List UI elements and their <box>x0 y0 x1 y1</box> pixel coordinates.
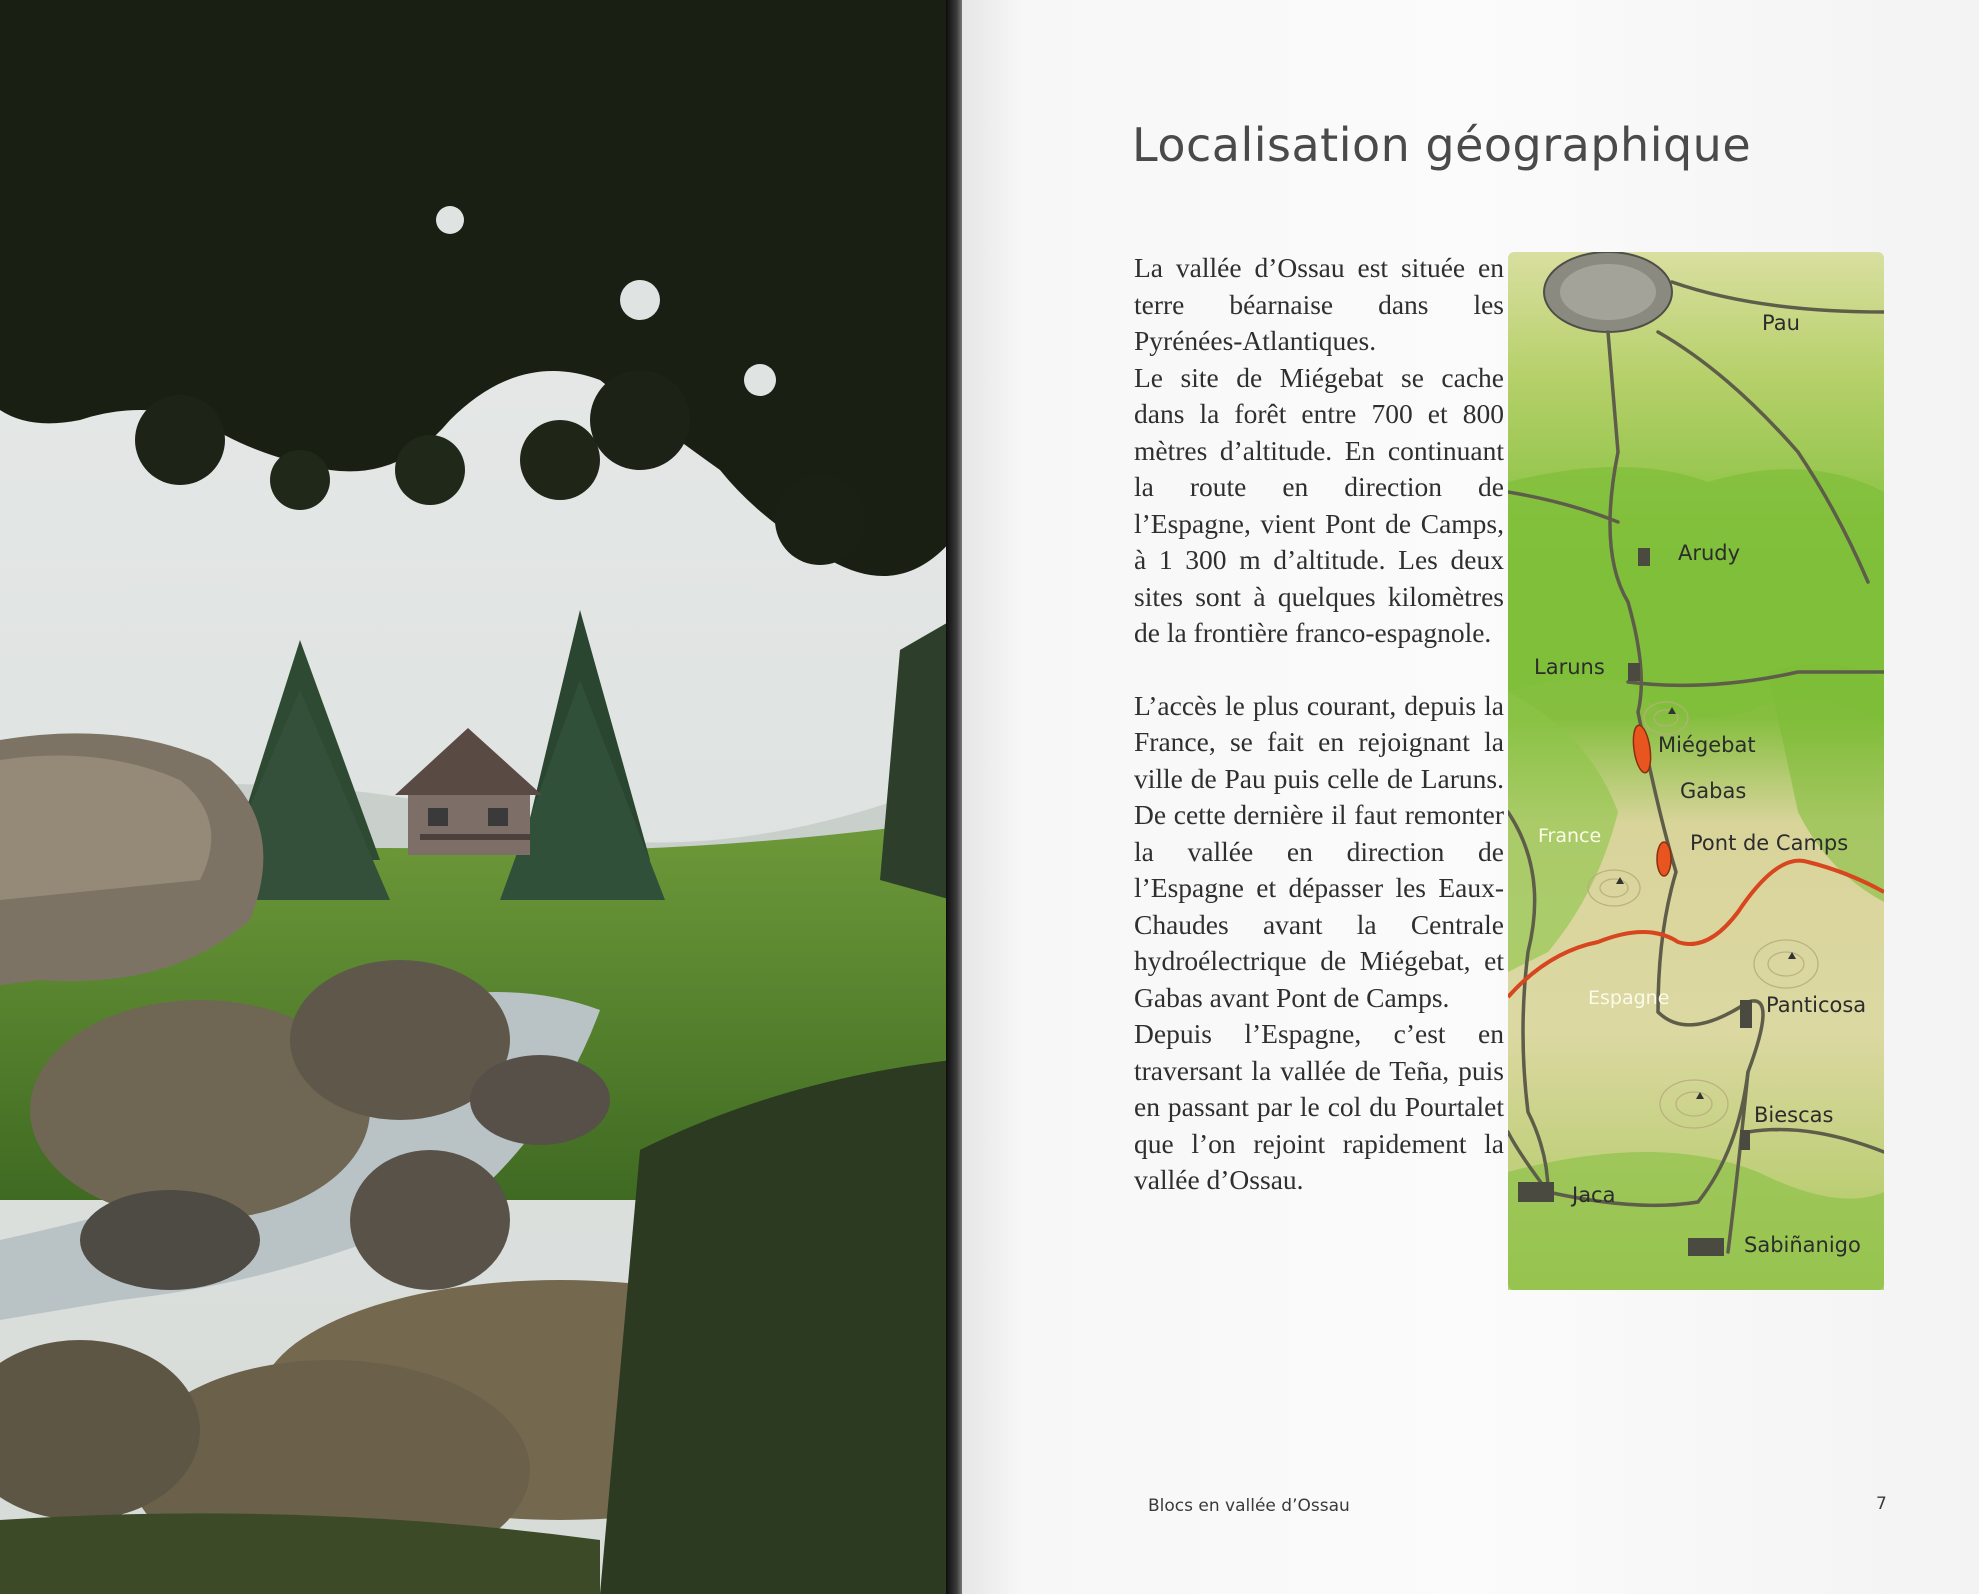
running-footer: Blocs en vallée d’Ossau <box>1148 1496 1350 1516</box>
location-map <box>1508 252 1884 1290</box>
map-label-laruns: Laruns <box>1534 655 1605 679</box>
landscape-photo <box>0 0 952 1594</box>
map-label-biescas: Biescas <box>1754 1103 1834 1127</box>
map-label-gabas: Gabas <box>1680 779 1747 803</box>
pont-de-camps-site-marker <box>1657 842 1671 876</box>
map-label-espagne: Espagne <box>1588 987 1670 1009</box>
paragraph-sites: Le site de Miégebat se cache dans la forêt entre 700 et 800 mètres d’altitude. En continuant la route en direction de l’Espagne, vient Pont de Camps, à 1 300 m d’altitude. Les deux sites sont à quelques kilomètres de la frontière franco-espagnole. <box>1134 361 1504 648</box>
map-label-panticosa: Panticosa <box>1766 993 1867 1017</box>
map-label-france: France <box>1538 825 1602 847</box>
map-label-arudy: Arudy <box>1678 541 1741 565</box>
page-number: 7 <box>1876 1494 1887 1514</box>
map-label-jaca: Jaca <box>1572 1183 1616 1207</box>
map-label-sabinanigo: Sabiñanigo <box>1744 1233 1861 1257</box>
map-label-miegebat: Miégebat <box>1658 733 1756 757</box>
paragraph-intro: La vallée d’Ossau est située en terre béarnaise dans les Pyrénées-Atlantiques. <box>1134 252 1504 356</box>
body-text <box>1134 250 1504 1199</box>
right-page <box>962 0 1979 1594</box>
map-label-pau: Pau <box>1762 311 1800 335</box>
paragraph-access-spain: Depuis l’Espagne, c’est en traversant la vallée de Teña, puis en passant par le col du Pourtalet que l’on rejoint rapidement la vallée d’Ossau. <box>1134 1018 1504 1195</box>
paragraph-access-france: L’accès le plus courant, depuis la France, se fait en rejoignant la ville de Pau puis celle de Laruns. De cette dernière il faut remonter la vallée en direction de l’Espagne et dépasser les Eaux-Chaudes avant la Centrale hydroélectrique de Miégebat, et Gabas avant Pont de Camps. <box>1134 689 1504 1013</box>
page-title: Localisation géographique <box>1132 118 1752 172</box>
map-label-pont-de-camps: Pont de Camps <box>1690 831 1849 855</box>
